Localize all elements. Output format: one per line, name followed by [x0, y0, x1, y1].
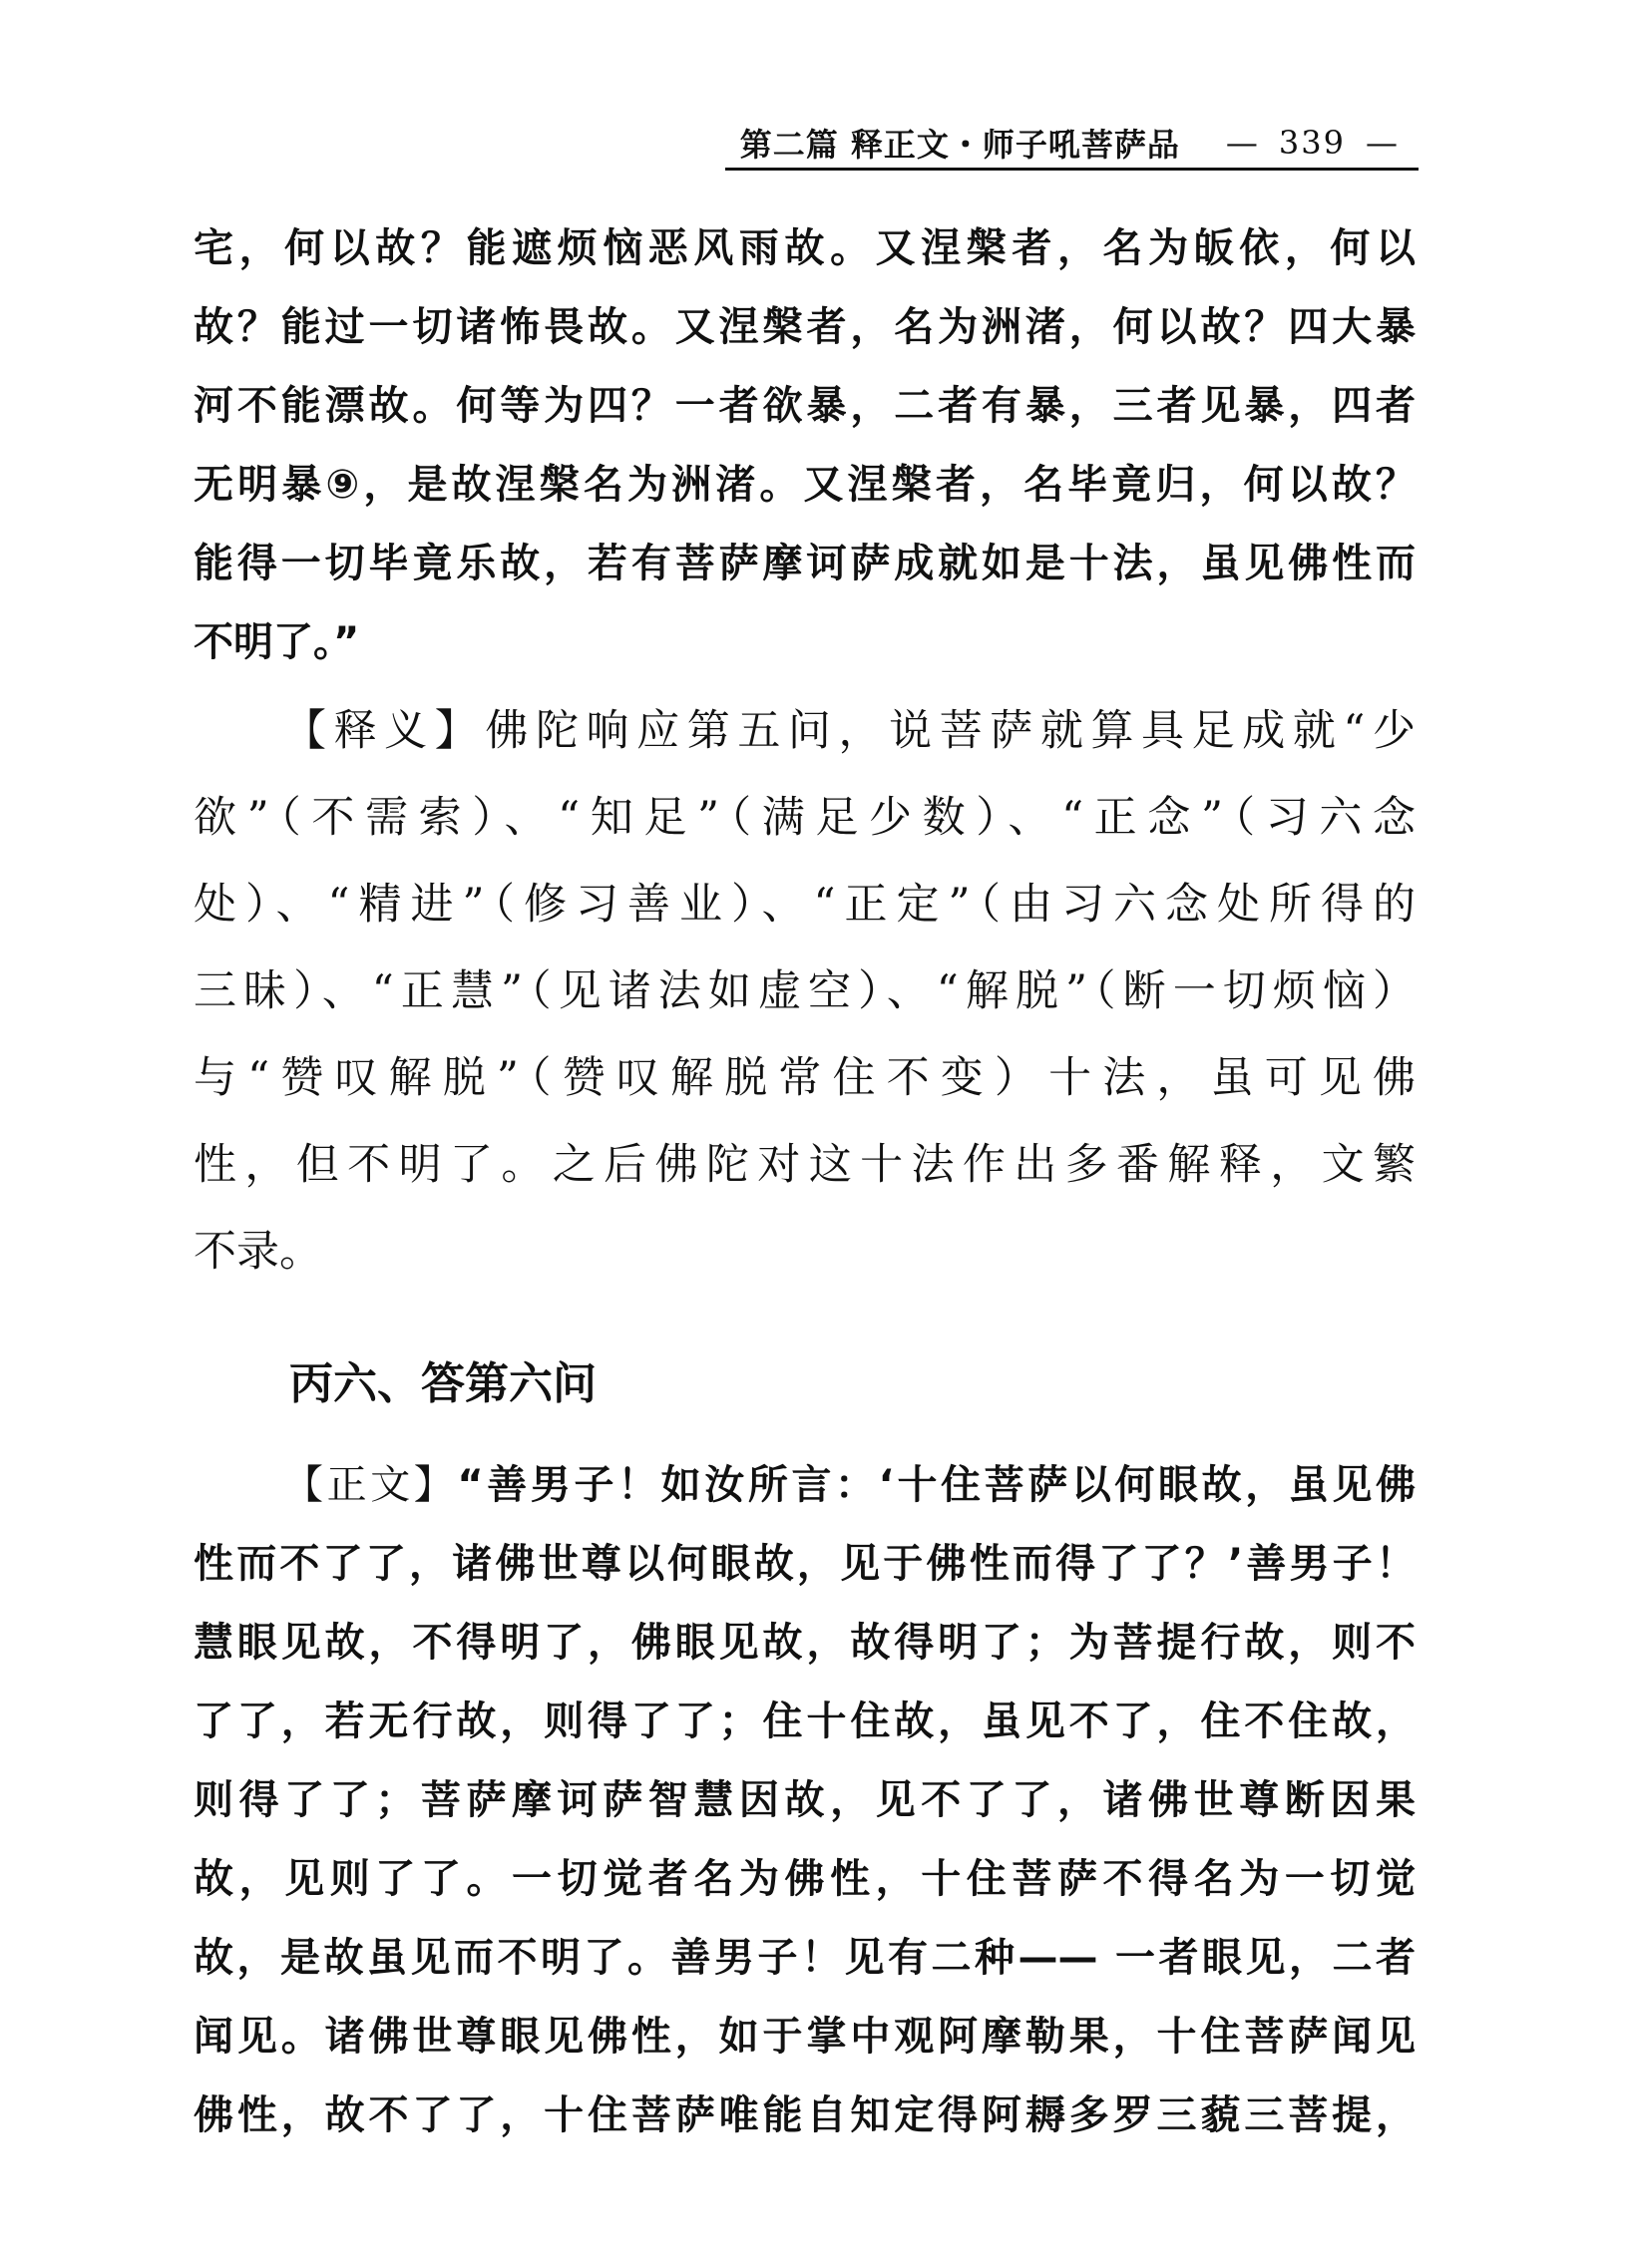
text-line: 河不能漂故。何等为四？一者欲暴，二者有暴，三者见暴，四者 [194, 383, 1416, 429]
text-line: 性，但不明了。之后佛陀对这十法作出多番解释，文繁 [194, 1140, 1416, 1190]
text-line: 处）、“精进”（修习善业）、“正定”（由习六念处所得的 [194, 880, 1416, 930]
commentary-paragraph [194, 688, 1416, 1296]
text-line: 能得一切毕竟乐故，若有菩萨摩诃萨成就如是十法，虽见佛性而 [194, 541, 1416, 586]
running-head-title: 第二篇 释正文・师子吼菩萨品 [739, 126, 1180, 164]
text-line: 慧眼见故，不得明了，佛眼见故，故得明了；为菩提行故，则不 [194, 1620, 1416, 1666]
text-line: 故，见则了了。一切觉者名为佛性，十住菩萨不得名为一切觉 [194, 1856, 1416, 1902]
page-number-dash-right: — [1366, 124, 1399, 162]
text-line: 不录。 [194, 1227, 322, 1277]
text-line: 【释义】佛陀响应第五问，说菩萨就算具足成就“少 [283, 706, 1416, 756]
text-line: 无明暴⑨，是故涅槃名为洲渚。又涅槃者，名毕竟归，何以故？ [194, 462, 1416, 508]
text-line: 与“赞叹解脱”（赞叹解脱常住不变）十法，虽可见佛 [194, 1053, 1416, 1103]
text-line: 故，是故虽见而不明了。善男子！见有二种—— 一者眼见，二者 [194, 1935, 1416, 1981]
text-line: 欲”（不需索）、“知足”（满足少数）、“正念”（习六念 [194, 793, 1416, 843]
sutra-paragraph [194, 1446, 1416, 2155]
text-line: 三昧）、“正慧”（见诸法如虚空）、“解脱”（断一切烦恼） [194, 966, 1416, 1016]
text-line: 了了，若无行故，则得了了；住十住故，虽见不了，住不住故， [194, 1699, 1416, 1744]
text-line: 不明了。” [194, 619, 360, 665]
sutra-paragraph-continued [194, 209, 1416, 682]
page-number-dash-left: — [1225, 124, 1259, 162]
running-head [725, 118, 1419, 171]
text-line: 则得了了；菩萨摩诃萨智慧因故，见不了了，诸佛世尊断因果 [194, 1777, 1416, 1823]
section-tag: 【正文】 [283, 1462, 458, 1508]
text-line: 宅，何以故？能遮烦恼恶风雨故。又涅槃者，名为皈依，何以 [194, 225, 1416, 271]
text-line-first [194, 1446, 1416, 1525]
text-line: 性而不了了，诸佛世尊以何眼故，见于佛性而得了了？’善男子！ [194, 1541, 1416, 1587]
text-line: 故？能过一切诸怖畏故。又涅槃者，名为洲渚，何以故？四大暴 [194, 304, 1416, 350]
text-line: 闻见。诸佛世尊眼见佛性，如于掌中观阿摩勒果，十住菩萨闻见 [194, 2014, 1416, 2060]
page-number: 339 [1278, 124, 1346, 162]
text-line-first-rest: “善男子！如汝所言：‘十住菩萨以何眼故，虽见佛 [457, 1462, 1417, 1508]
section-heading: 丙六、答第六问 [289, 1358, 597, 1409]
text-line: 佛性，故不了了，十住菩萨唯能自知定得阿耨多罗三藐三菩提， [194, 2092, 1416, 2138]
